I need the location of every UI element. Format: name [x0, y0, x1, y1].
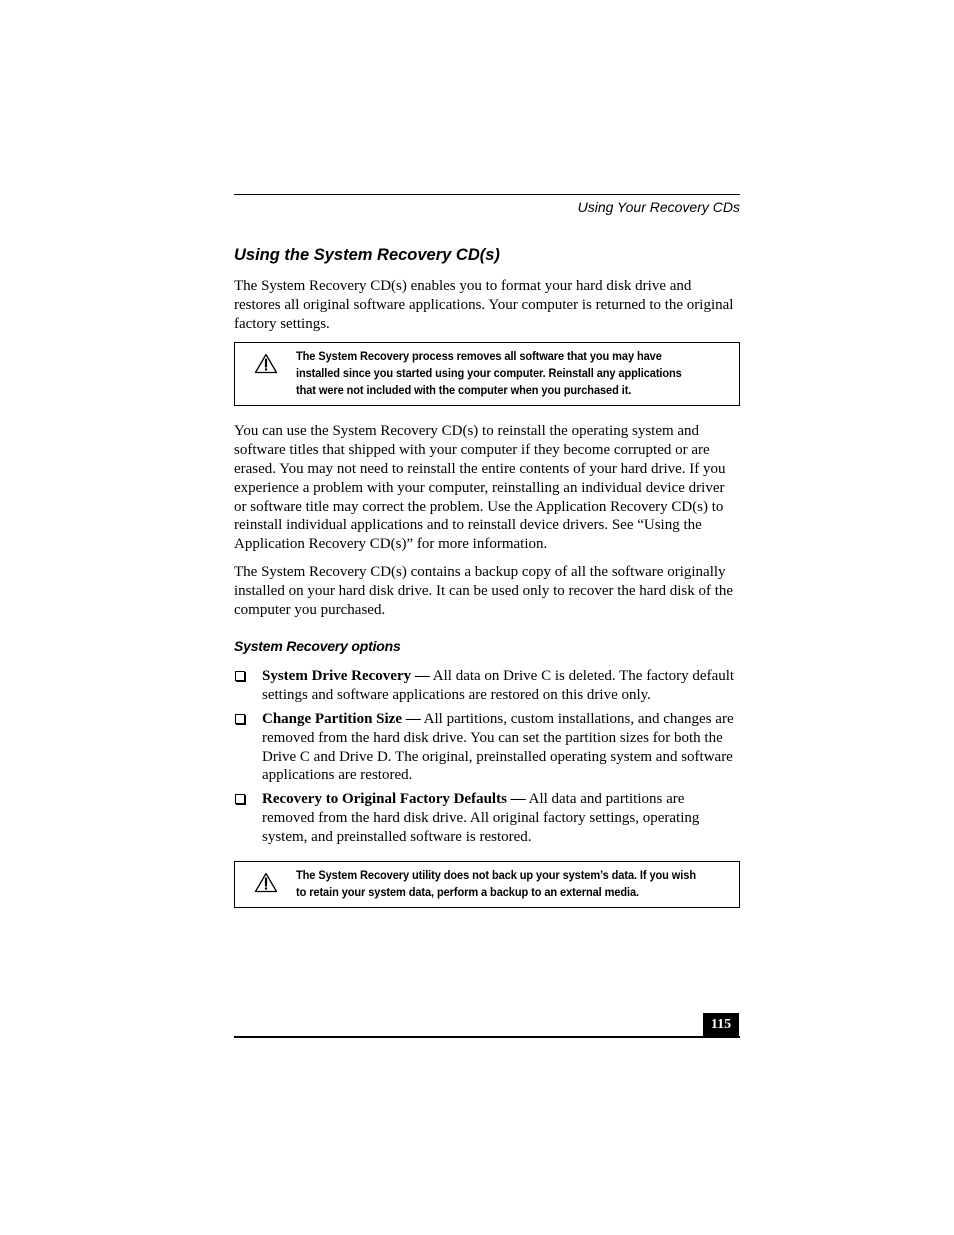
option-description: All data and partitions are removed from the hard disk drive. All original factory settings, operating system, and preinstalled software is restored.	[262, 791, 700, 845]
option-term: Change Partition Size —	[262, 710, 421, 727]
option-term: Recovery to Original Factory Defaults —	[262, 791, 526, 808]
page-content	[234, 244, 740, 924]
section-title: Using the System Recovery CD(s)	[234, 246, 500, 264]
body-paragraph-backup: The System Recovery CD(s) contains a backup copy of all the software originally installed on your hard disk drive. It can be used only to recover the hard disk of the computer you purchased.	[234, 563, 734, 618]
header-rule	[234, 194, 740, 195]
options-list	[234, 667, 740, 846]
warning-note	[234, 342, 740, 406]
list-item	[234, 710, 740, 785]
list-item	[234, 667, 740, 705]
checkbox-bullet-icon	[235, 714, 245, 724]
subheading-options: System Recovery options	[234, 638, 401, 655]
checkbox-bullet-icon	[235, 794, 245, 804]
running-head: Using Your Recovery CDs	[577, 199, 740, 215]
body-paragraph-reinstall: You can use the System Recovery CD(s) to reinstall the operating system and software titles that shipped with your computer if they become corrupted or are erased. You may not need to reinstall the entire contents of your hard drive. If you experience a problem with your computer, reinstalling an individual device driver or software title may correct the problem. Use the Application Recovery CD(s) to reinstall individual applications and to reinstall device drivers. See “Using the Application Recovery CD(s)” for more information.	[234, 423, 726, 553]
option-description: All partitions, custom installations, and changes are removed from the hard disk drive. You can set the partition sizes for both the Drive C and Drive D. The original, preinstalled operating system and software applications are restored.	[262, 710, 734, 784]
warning-note	[234, 861, 740, 908]
warning-triangle-icon	[254, 872, 278, 893]
warning-note-text: The System Recovery process removes all software that you may have installed since you started using your computer. Reinstall any applications that were not included with the computer when you purchased it.	[296, 349, 682, 398]
list-item	[234, 790, 740, 846]
page-number: 115	[703, 1013, 739, 1037]
warning-note-text: The System Recovery utility does not back up your system’s data. If you wish to retain your system data, perform a backup to an external media.	[296, 867, 696, 899]
option-term: System Drive Recovery —	[262, 668, 430, 685]
footer-rule	[234, 1036, 740, 1038]
checkbox-bullet-icon	[235, 671, 245, 681]
option-description: All data on Drive C is deleted. The factory default settings and software applications are restored on this drive only.	[262, 668, 735, 704]
intro-paragraph: The System Recovery CD(s) enables you to format your hard disk drive and restores all original software applications. Your computer is returned to the original factory settings.	[234, 278, 734, 332]
warning-triangle-icon	[254, 353, 278, 374]
